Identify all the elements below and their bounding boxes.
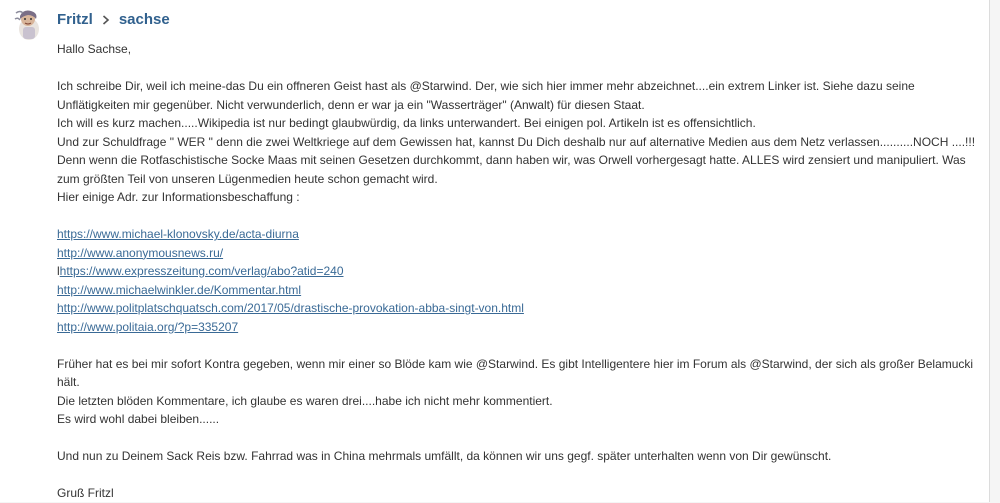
link-item [57,299,982,318]
avatar-image [11,7,45,41]
paragraph-line: Und zur Schuldfrage " WER " denn die zwei Weltkriege auf dem Gewissen hat, kannst Du Dich deshalb nur auf alternative Medien aus dem Netz verlassen..........NOCH ....!!! [57,134,976,149]
link-item [57,225,982,244]
external-link[interactable]: http://www.michaelwinkler.de/Kommentar.html [57,282,302,297]
paragraph-line: Es wird wohl dabei bleiben...... [57,412,220,426]
greeting: Hallo Sachse, [57,42,132,56]
external-link[interactable]: https://www.expresszeitung.com/verlag/abo?atid=240 [59,264,344,278]
paragraph-line: Früher hat es bei mir sofort Kontra gegeben, wenn mir einer so Blöde kam wie @Starwind. Es gibt Intelligentere hier im Forum als @Starwind, der sich als großer Belamucki hält. [57,356,974,389]
recipient-name[interactable]: sachse [118,11,170,28]
paragraph-line: Ich schreibe Dir, weil ich meine-das Du ein offneren Geist hast als @Starwind. Der, wie sich hier immer mehr abzeichnet....ein extrem Linker ist. Siehe dazu seine Unflätigkeiten mir gegenüber. Nicht verwunderlich, denn er war ja ein "Wasserträger" (Anwalt) für diesen Staat. [57,79,915,112]
conversation-header [57,11,170,28]
signature: Gruß Fritzl [57,486,114,500]
paragraph-line: Hier einige Adr. zur Informationsbeschaffung : [57,190,300,204]
spacer [57,429,982,448]
spacer [57,336,982,355]
paragraph-line: Ich will es kurz machen.....Wikipedia ist nur bedingt glaubwürdig, da links unterwandert. Bei einigen pol. Artikeln ist es offensichtlich. [57,116,756,130]
spacer [57,466,982,485]
external-link[interactable]: https://www.michael-klonovsky.de/acta-diurna [57,227,299,241]
external-link[interactable]: http://www.politaia.org/?p=335207 [57,319,239,334]
external-link[interactable]: http://www.anonymousnews.ru/ [57,245,224,260]
spacer [57,207,982,226]
link-prefix: l [57,264,60,278]
paragraph-line: Die letzten blöden Kommentare, ich glaube es waren drei....habe ich nicht mehr kommentiert. [57,393,553,408]
link-item [57,281,982,300]
avatar[interactable] [11,7,45,41]
link-item [57,318,982,337]
paragraph-line: Und nun zu Deinem Sack Reis bzw. Fahrrad was in China mehrmals umfällt, da können wir uns gegf. später unterhalten wenn von Dir gewünscht. [57,449,832,463]
author-name[interactable]: Fritzl [57,11,93,28]
message-body [57,40,982,503]
spacer [57,59,982,78]
external-link[interactable]: http://www.politplatschquatsch.com/2017/05/drastische-provokation-abba-singt-von.html [57,301,524,315]
link-item [57,244,982,263]
chevron-right-icon [102,12,110,28]
link-item [57,262,982,281]
link-list [57,225,982,336]
paragraph-line: Denn wenn die Rotfaschistische Socke Maas mit seinen Gesetzen durchkommt, dann haben wir, was Orwell vorhergesagt hatte. ALLES wird zensiert und manipuliert. Was zum größten Teil von unseren Lügenmedien heute schon gemacht wird. [57,153,966,186]
